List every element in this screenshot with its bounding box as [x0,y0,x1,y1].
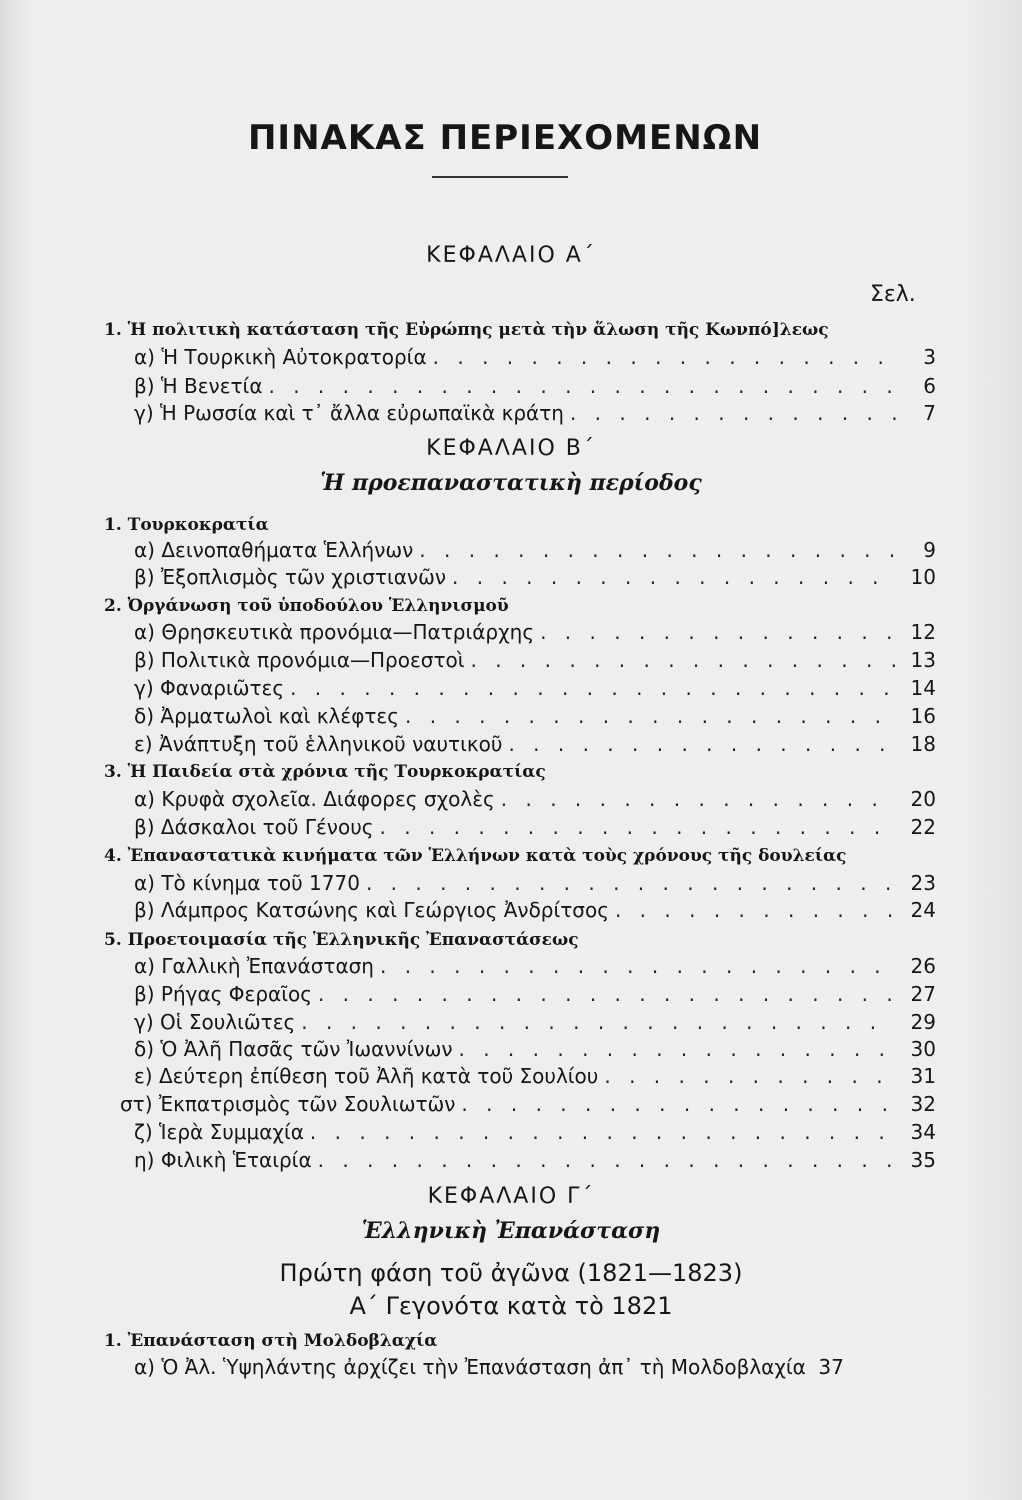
toc-entry[interactable] [134,538,936,566]
dot-leader [452,565,896,589]
dot-leader [301,1010,896,1034]
dot-leader [461,1092,896,1116]
toc-entry-label: α) Γαλλικὴ Ἐπανάσταση [134,954,374,978]
chapter-a-heading: ΚΕΦΑΛΑΙΟ Α΄ [426,243,596,268]
toc-entry[interactable] [134,1355,940,1383]
toc-entry[interactable] [134,676,936,704]
dot-leader [366,871,896,895]
toc-entry[interactable] [134,374,936,402]
toc-entry-label: β) Πολιτικὰ προνόμια—Προεστοὶ [134,648,465,672]
dot-leader [269,374,897,398]
toc-entry-label: η) Φιλικὴ Ἑταιρία [134,1148,312,1172]
toc-entry-page: 32 [910,1092,936,1116]
toc-entry-label: δ) Ἀρματωλοὶ καὶ κλέφτες [134,704,399,728]
dot-leader [433,345,896,369]
toc-entry-page: 26 [910,954,936,978]
toc-entry[interactable] [134,704,936,732]
page-title: ΠΙΝΑΚΑΣ ΠΕΡΙΕΧΟΜΕΝΩΝ [247,118,763,158]
dot-leader [380,815,896,839]
section-title: 4. Ἐπαναστατικὰ κινήματα τῶν Ἑλλήνων κατὰ τοὺς χρόνους τῆς δουλείας [104,846,847,866]
toc-entry[interactable] [134,1064,936,1092]
dot-leader [405,704,896,728]
toc-entry-page: 12 [910,620,936,644]
toc-entry-page: 7 [923,401,936,425]
toc-entry[interactable] [134,815,936,843]
toc-entry-label: β) Δάσκαλοι τοῦ Γένους [134,815,374,839]
toc-entry-page: 29 [910,1010,936,1034]
toc-entry[interactable] [134,620,936,648]
toc-entry-page: 9 [923,538,936,562]
toc-entry-page: 20 [910,787,936,811]
toc-entry[interactable] [120,1092,936,1120]
section-title: 5. Προετοιμασία τῆς Ἑλληνικῆς Ἐπαναστάσεως [104,930,579,950]
dot-leader [501,787,896,811]
dot-leader [604,1064,896,1088]
toc-entry[interactable] [134,565,936,593]
chapter-c-phase-heading: Πρώτη φάση τοῦ ἀγῶνα (1821—1823) [279,1259,743,1287]
dot-leader [290,676,896,700]
toc-entry-label: α) Κρυφὰ σχολεῖα. Διάφορες σχολὲς [134,787,495,811]
toc-entry[interactable] [134,1148,936,1176]
section-title: 3. Ἡ Παιδεία στὰ χρόνια τῆς Τουρκοκρατίας [104,762,546,782]
toc-entry-page: 16 [910,704,936,728]
toc-entry[interactable] [134,1010,936,1038]
toc-entry-label: στ) Ἐκπατρισμὸς τῶν Σουλιωτῶν [120,1092,456,1116]
page-column-label: Σελ. [870,282,916,307]
chapter-c-year-heading: Α΄ Γεγονότα κατὰ τὸ 1821 [349,1292,673,1320]
toc-entry-page: 13 [910,648,936,672]
toc-entry-page: 31 [910,1064,936,1088]
toc-entry[interactable] [134,732,936,760]
section-title: 1. Ἐπανάσταση στὴ Μολδοβλαχία [104,1331,438,1351]
toc-entry[interactable] [134,1037,936,1065]
toc-entry-page: 23 [910,871,936,895]
title-rule [432,176,568,178]
toc-entry-label: ε) Δεύτερη ἐπίθεση τοῦ Ἀλῆ κατὰ τοῦ Σουλίου [134,1064,599,1088]
dot-leader [318,982,896,1006]
toc-entry-label: β) Λάμπρος Κατσώνης καὶ Γεώργιος Ἀνδρίτσος [134,898,609,922]
toc-entry[interactable] [134,787,936,815]
toc-entry[interactable] [134,1120,936,1148]
toc-entry[interactable] [134,982,936,1010]
toc-entry-label: γ) Οἱ Σουλιῶτες [134,1010,296,1034]
toc-entry-label: γ) Ἡ Ρωσσία καὶ τ᾽ ἄλλα εὐρωπαϊκὰ κράτη [134,401,564,425]
chapter-b-subtitle: Ἡ προεπαναστατικὴ περίοδος [320,470,702,496]
toc-entry-label: α) Ὁ Ἀλ. Ὑψηλάντης ἀρχίζει τὴν Ἐπανάσταση ἀπ᾽ τὴ Μολδοβλαχία [134,1355,806,1379]
dot-leader [508,732,896,756]
section-title: 1. Ἡ πολιτικὴ κατάσταση τῆς Εὐρώπης μετὰ τὴν ἅλωση τῆς Κωνπό]λεως [104,320,829,340]
toc-entry-label: ζ) Ἱερὰ Συμμαχία [134,1120,304,1144]
toc-entry-page: 18 [910,732,936,756]
toc-entry-page: 6 [923,374,936,398]
toc-entry-label: α) Θρησκευτικὰ προνόμια—Πατριάρχης [134,620,535,644]
toc-entry-label: δ) Ὁ Ἀλῆ Πασᾶς τῶν Ἰωαννίνων [134,1037,453,1061]
dot-leader [380,954,896,978]
toc-entry-label: α) Δεινοπαθήματα Ἑλλήνων [134,538,414,562]
dot-leader [615,898,896,922]
toc-entry-label: ε) Ἀνάπτυξη τοῦ ἑλληνικοῦ ναυτικοῦ [134,732,503,756]
toc-entry[interactable] [134,954,936,982]
toc-entry[interactable] [134,871,936,899]
dot-leader [419,538,896,562]
chapter-b-heading: ΚΕΦΑΛΑΙΟ Β΄ [426,436,596,461]
toc-entry-label: β) Ρήγας Φεραῖος [134,982,312,1006]
section-title: 1. Τουρκοκρατία [104,515,269,535]
chapter-c-subtitle: Ἑλληνικὴ Ἐπανάσταση [361,1218,661,1244]
toc-entry[interactable] [134,401,936,429]
toc-entry-page: 14 [910,676,936,700]
toc-entry-page: 3 [923,345,936,369]
toc-entry-label: α) Τὸ κίνημα τοῦ 1770 [134,871,360,895]
toc-entry-page: 34 [910,1120,936,1144]
toc-entry[interactable] [134,345,936,373]
dot-leader [540,620,896,644]
toc-entry-page: 22 [910,815,936,839]
dot-leader [570,401,896,425]
dot-leader [318,1148,896,1172]
toc-entry[interactable] [134,898,936,926]
toc-entry-page: 10 [910,565,936,589]
toc-entry-label: β) Ἐξοπλισμὸς τῶν χριστιανῶν [134,565,447,589]
toc-entry-page: 37 [818,1355,844,1379]
toc-entry-label: β) Ἡ Βενετία [134,374,263,398]
section-title: 2. Ὀργάνωση τοῦ ὑποδούλου Ἑλληνισμοῦ [104,596,509,616]
dot-leader [471,648,897,672]
toc-entry[interactable] [134,648,936,676]
toc-entry-page: 24 [910,898,936,922]
chapter-c-heading: ΚΕΦΑΛΑΙΟ Γ΄ [427,1184,595,1209]
dot-leader [310,1120,896,1144]
toc-entry-label: α) Ἡ Τουρκικὴ Αὐτοκρατορία [134,345,427,369]
toc-entry-page: 27 [910,982,936,1006]
toc-entry-page: 35 [910,1148,936,1172]
toc-entry-label: γ) Φαναριῶτες [134,676,285,700]
toc-entry-page: 30 [910,1037,936,1061]
dot-leader [459,1037,897,1061]
